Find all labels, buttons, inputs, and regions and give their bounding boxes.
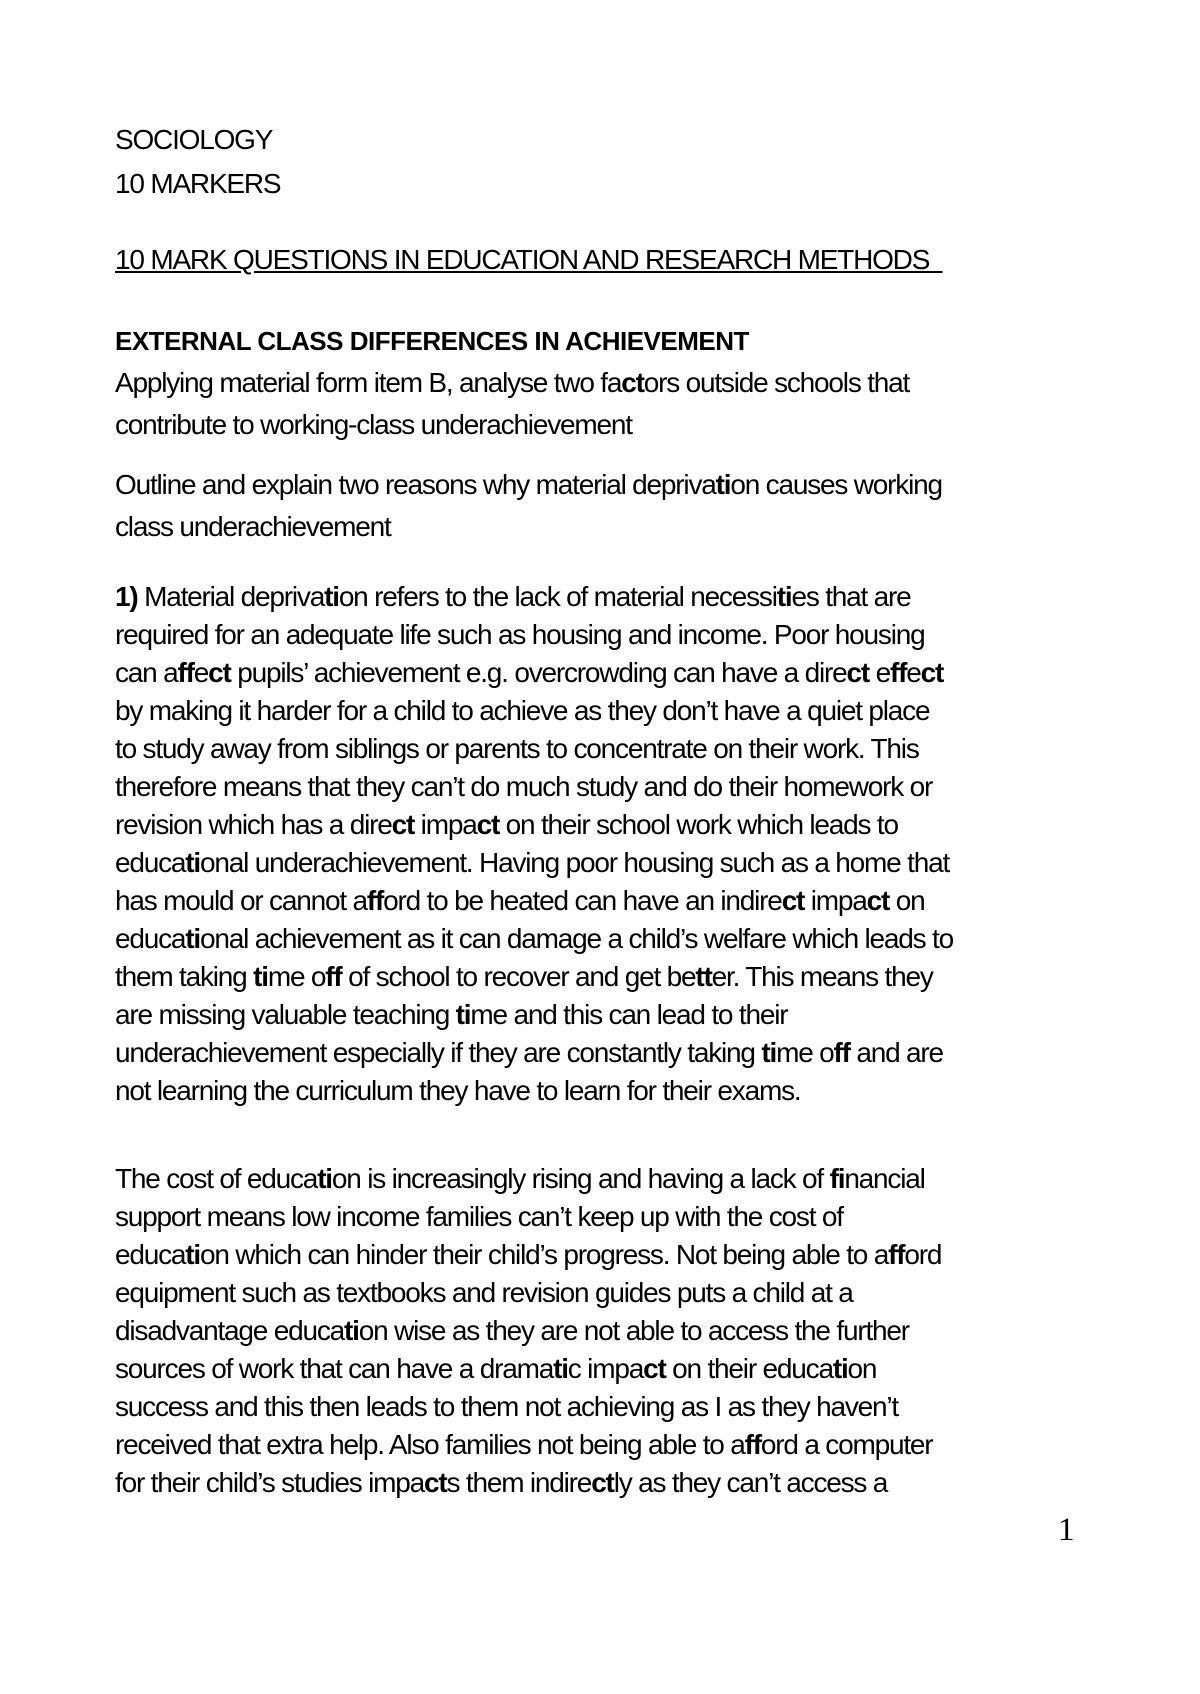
question-1 <box>115 362 1015 446</box>
answer-paragraph-1-line-1: 1) Material deprivation refers to the lack of material necessities that are <box>115 581 911 612</box>
answer-paragraph-2-line-6: sources of work that can have a dramatic impact on their education <box>115 1353 877 1384</box>
answer-paragraph-1-line-5: to study away from siblings or parents to concentrate on their work. This <box>115 733 919 764</box>
document-content <box>115 118 1015 1502</box>
answer-paragraph-2-line-3: education which can hinder their child’s progress. Not being able to afford <box>115 1239 942 1270</box>
question-2-line-2: class underachievement <box>115 511 391 542</box>
bold-ligature: ff <box>744 1429 761 1460</box>
doc-title-line-1: SOCIOLOGY <box>115 124 273 155</box>
main-heading <box>115 238 1015 282</box>
answer-paragraph-1-line-2: required for an adequate life such as housing and income. Poor housing <box>115 619 925 650</box>
answer-paragraph-2-line-4: equipment such as textbooks and revision guides puts a child at a <box>115 1277 853 1308</box>
answer-paragraph-2-line-8: received that extra help. Also families not being able to afford a computer <box>115 1429 933 1460</box>
bold-ligature: ct <box>391 809 415 840</box>
question-1-line-1: Applying material form item B, analyse two factors outside schools that <box>115 367 910 398</box>
bold-ligature: ti <box>761 1037 777 1068</box>
topic-heading <box>115 320 1015 362</box>
bold-ligature: fi <box>829 1163 845 1194</box>
answer-paragraph-1-line-11: them taking time off of school to recover and get better. This means they <box>115 961 933 992</box>
bold-ligature: ff <box>888 1239 905 1270</box>
answer-paragraph-1 <box>115 578 1015 1110</box>
doc-title <box>115 118 1015 206</box>
bold-ligature: ct <box>591 1467 614 1498</box>
answer-paragraph-2-line-5: disadvantage education wise as they are not able to access the further <box>115 1315 909 1346</box>
answer-paragraph-1-line-12: are missing valuable teaching time and this can lead to their <box>115 999 788 1030</box>
question-2 <box>115 464 1015 548</box>
page-number: 1 <box>1058 1512 1075 1548</box>
answer-paragraph-1-line-14: not learning the curriculum they have to learn for their exams. <box>115 1075 801 1106</box>
bold-ligature: tt <box>695 961 712 992</box>
question-2-line-1: Outline and explain two reasons why material deprivation causes working <box>115 469 942 500</box>
list-number: 1) <box>115 581 138 612</box>
bold-ligature: ct <box>846 657 870 688</box>
answer-paragraph-2-line-1: The cost of education is increasingly rising and having a lack of financial <box>115 1163 925 1194</box>
bold-ligature: ff <box>889 657 907 688</box>
answer-paragraph-1-line-13: underachievement especially if they are constantly taking time off and are <box>115 1037 943 1068</box>
bold-ligature: ct <box>621 367 644 398</box>
bold-ligature: ti <box>185 923 201 954</box>
answer-paragraph-2-line-2: support means low income families can’t keep up with the cost of <box>115 1201 843 1232</box>
answer-paragraph-2-line-9: for their child’s studies impacts them indirectly as they can’t access a <box>115 1467 888 1498</box>
bold-ligature: ff <box>177 657 194 688</box>
bold-ligature: ct <box>920 657 944 688</box>
bold-ligature: ct <box>781 885 805 916</box>
bold-ligature: ti <box>317 1163 332 1194</box>
answer-paragraph-1-line-10: educational achievement as it can damage a child’s welfare which leads to <box>115 923 953 954</box>
answer-paragraph-1-line-4: by making it harder for a child to achieve as they don’t have a quiet place <box>115 695 930 726</box>
answer-paragraph-1-line-8: educational underachievement. Having poor housing such as a home that <box>115 847 950 878</box>
bold-ligature: ti <box>455 999 471 1030</box>
bold-ligature: ff <box>325 961 342 992</box>
bold-ligature: ct <box>643 1353 666 1384</box>
bold-ligature: ti <box>776 581 792 612</box>
bold-ligature: ct <box>476 809 500 840</box>
bold-ligature: ti <box>715 469 731 500</box>
topic-heading-line-1: EXTERNAL CLASS DIFFERENCES IN ACHIEVEMENT <box>115 326 749 356</box>
bold-ligature: ti <box>553 1353 568 1384</box>
bold-ligature: ct <box>866 885 890 916</box>
answer-paragraph-2 <box>115 1160 1015 1502</box>
answer-paragraph-1-line-3: can affect pupils’ achievement e.g. overcrowding can have a direct effect <box>115 657 944 688</box>
bold-ligature: ct <box>208 657 231 688</box>
bold-ligature: ti <box>324 581 339 612</box>
main-heading-line-1: 10 MARK QUESTIONS IN EDUCATION AND RESEARCH METHODS <box>115 244 930 275</box>
answer-paragraph-1-line-6: therefore means that they can’t do much study and do their homework or <box>115 771 933 802</box>
answer-paragraph-2-line-7: success and this then leads to them not achieving as I as they haven’t <box>115 1391 898 1422</box>
doc-title-line-2: 10 MARKERS <box>115 168 281 199</box>
bold-ligature: ti <box>185 1239 201 1270</box>
bold-ligature: ff <box>833 1037 850 1068</box>
answer-paragraph-1-line-7: revision which has a direct impact on their school work which leads to <box>115 809 898 840</box>
question-1-line-2: contribute to working-class underachievement <box>115 409 632 440</box>
bold-ligature: ti <box>253 961 268 992</box>
bold-ligature: ct <box>423 1467 447 1498</box>
bold-ligature: ti <box>344 1315 359 1346</box>
bold-ligature: ff <box>366 885 384 916</box>
answer-paragraph-1-line-9: has mould or cannot afford to be heated can have an indirect impact on <box>115 885 925 916</box>
bold-ligature: ti <box>185 847 201 878</box>
bold-ligature: ti <box>832 1353 848 1384</box>
